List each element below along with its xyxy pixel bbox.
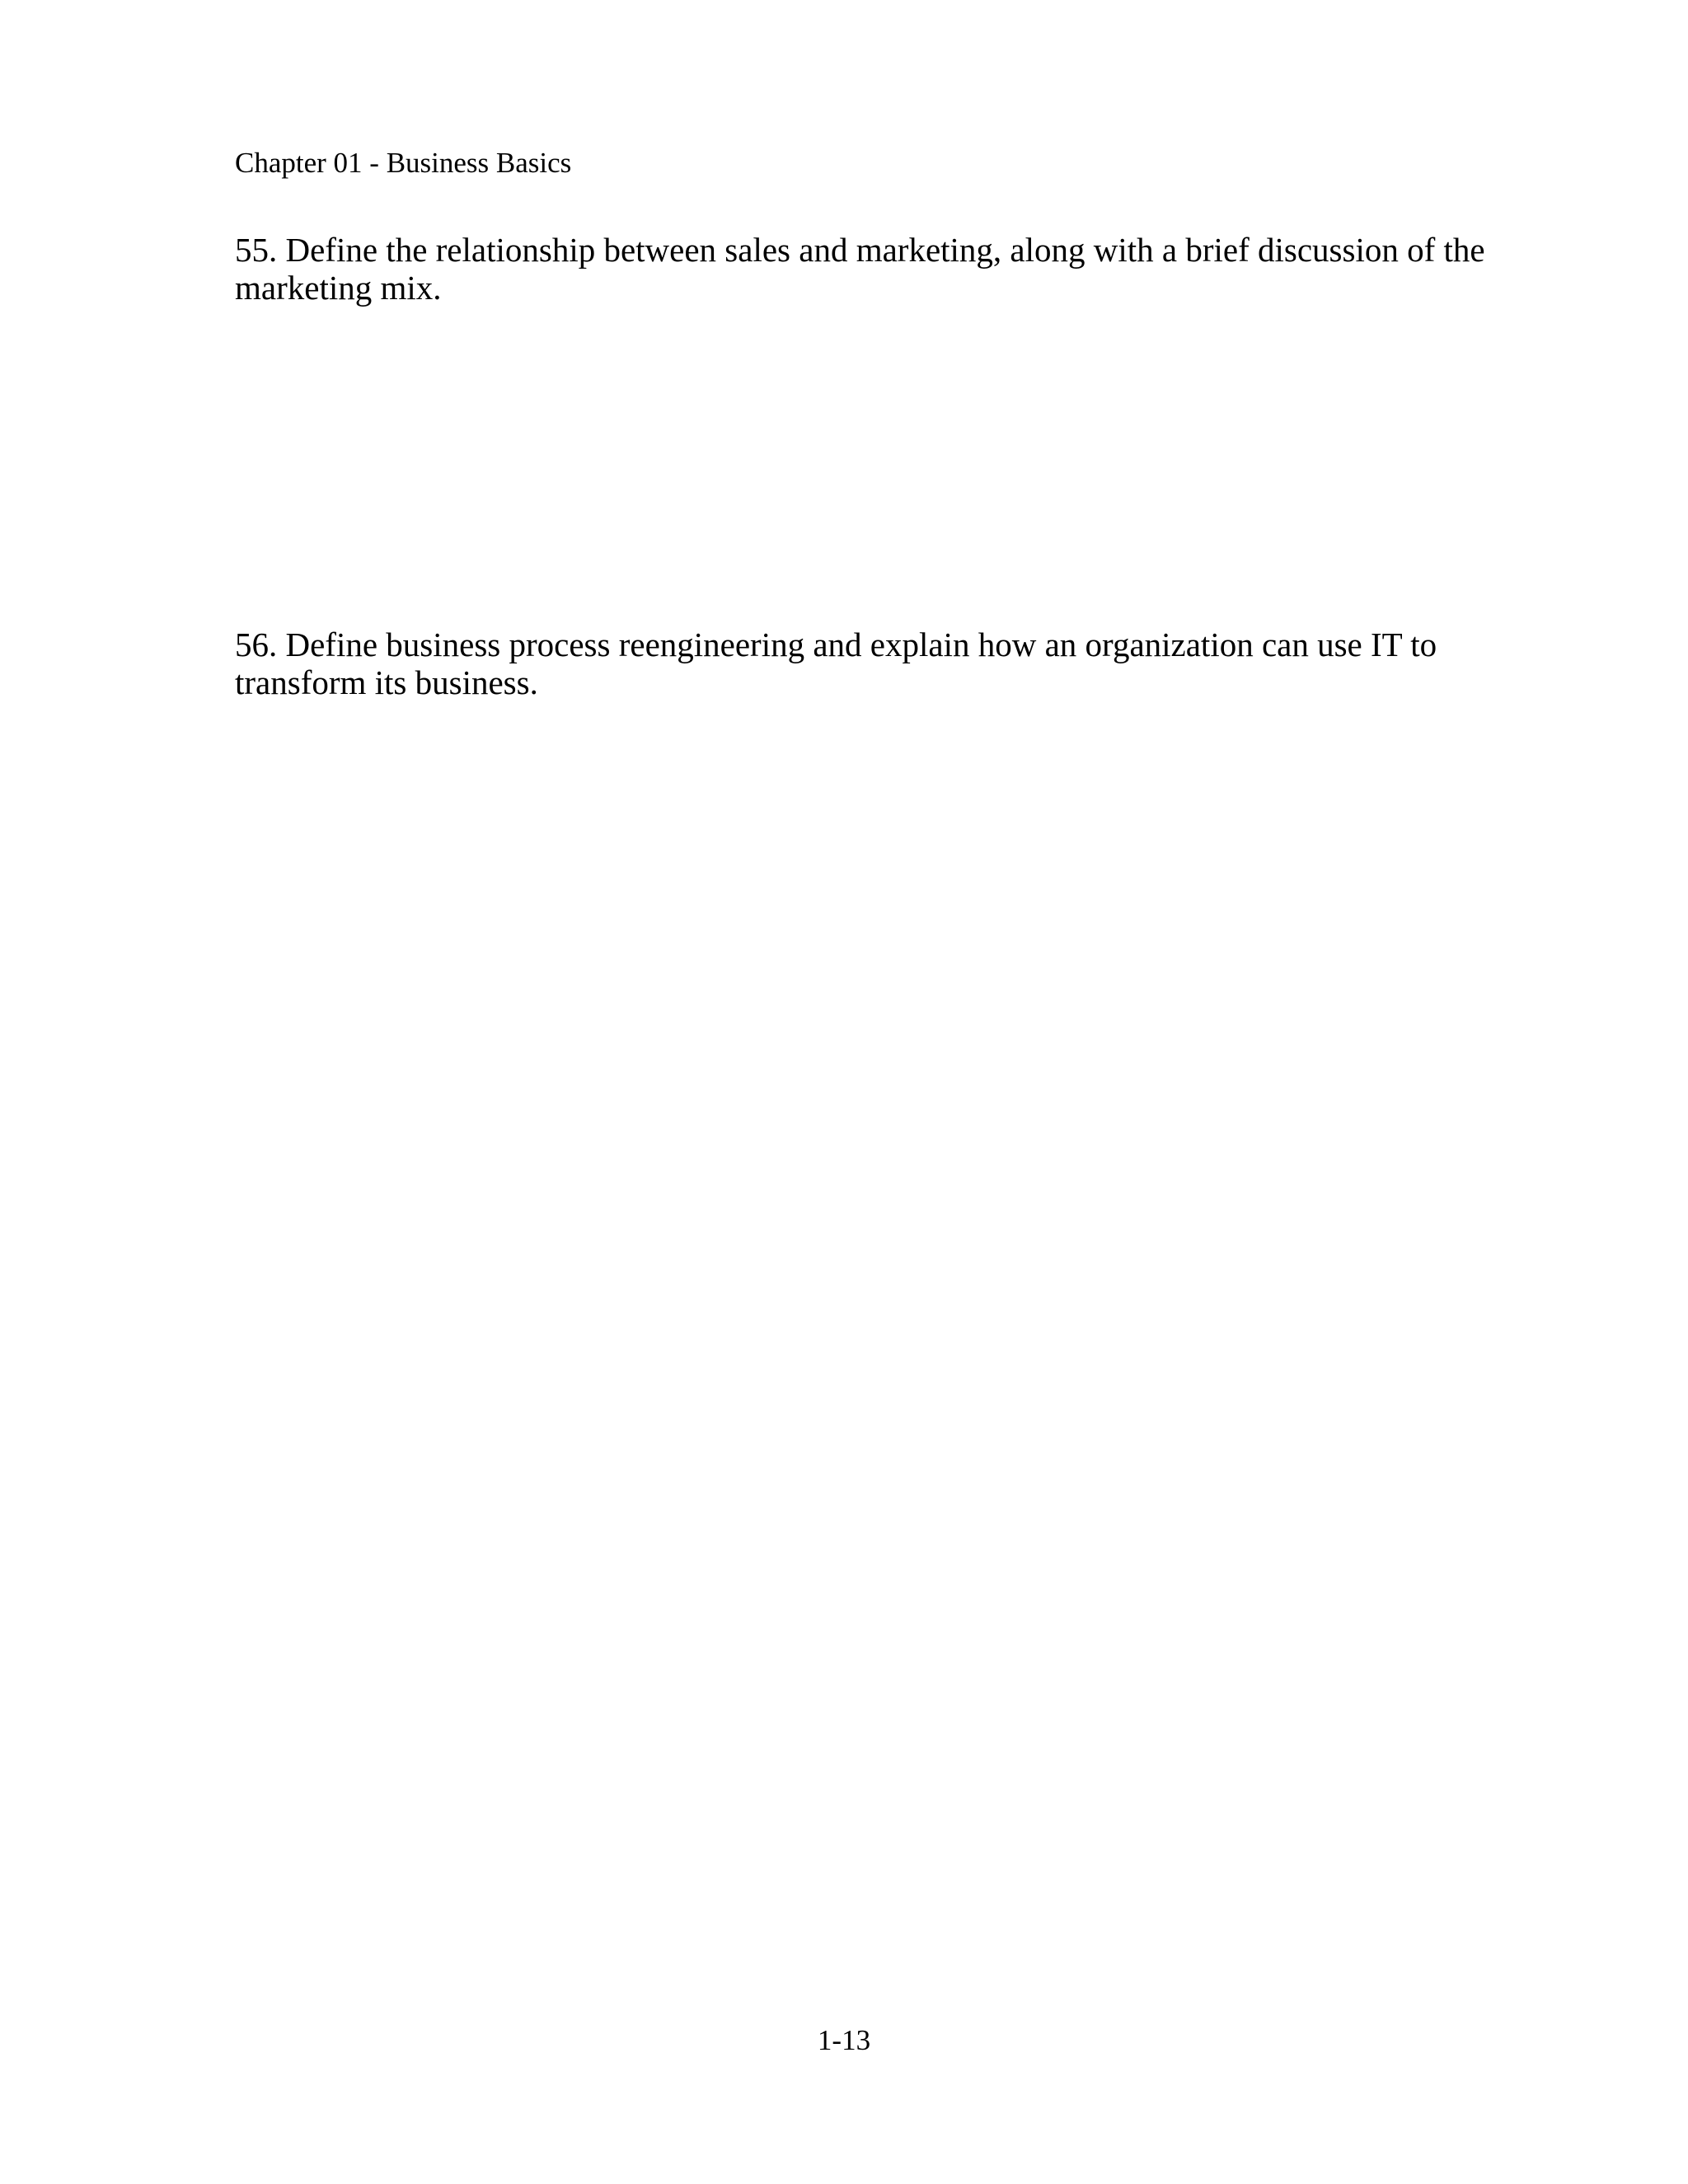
question-55	[235, 231, 1504, 307]
question-55-line-1: 55. Define the relationship between sales and marketing, along with a brief discussion of the	[235, 231, 1485, 269]
question-56	[235, 626, 1504, 701]
chapter-header: Chapter 01 - Business Basics	[235, 147, 572, 179]
page-number: 1-13	[817, 2024, 871, 2056]
question-56-line-1: 56. Define business process reengineering and explain how an organization can use IT to	[235, 626, 1437, 663]
question-56-line-2: transform its business.	[235, 663, 538, 701]
question-55-line-2: marketing mix.	[235, 269, 442, 307]
